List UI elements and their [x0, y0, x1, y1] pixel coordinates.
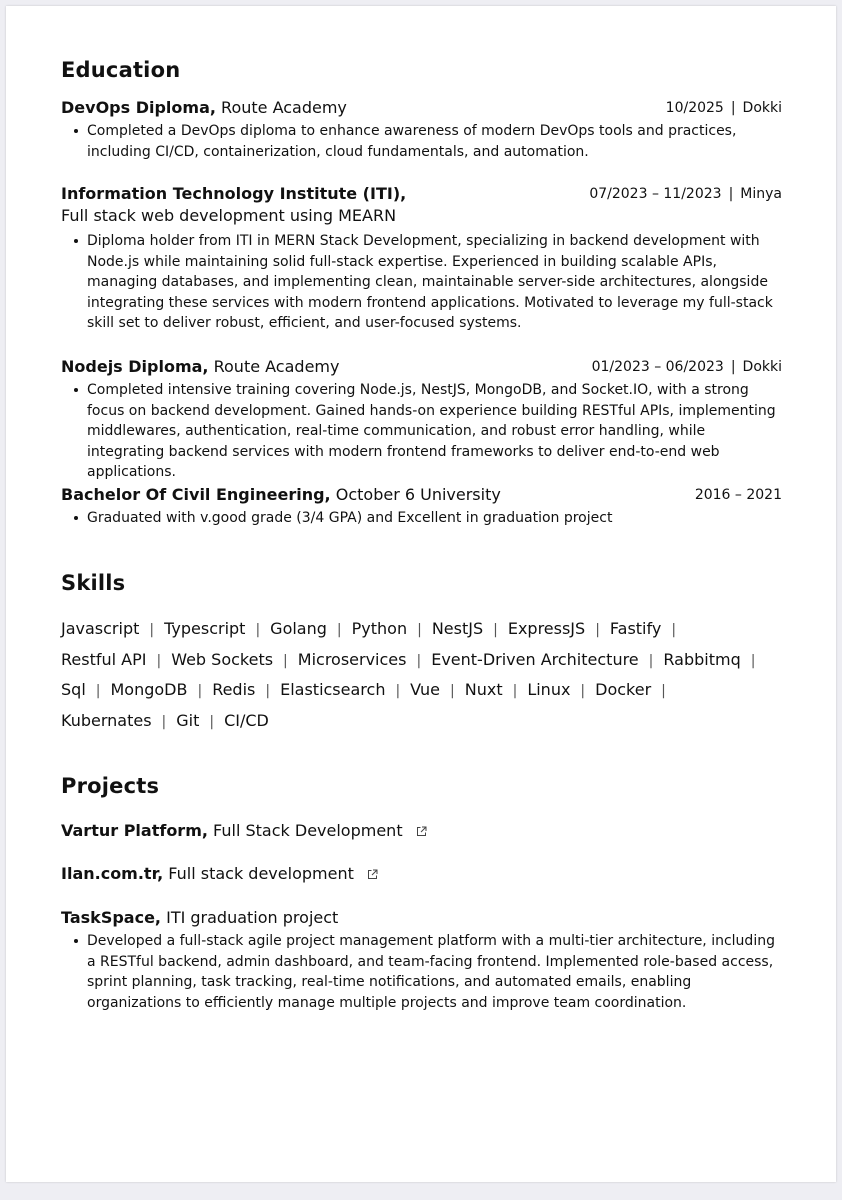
entry-location: Minya	[740, 186, 782, 202]
entry-date: 07/2023 – 11/2023	[589, 186, 722, 202]
project-name: TaskSpace,	[61, 908, 161, 927]
skills-heading: Skills	[61, 571, 126, 595]
entry-location: Dokki	[742, 359, 782, 375]
skill-separator: |	[417, 622, 422, 638]
skill-item: Microservices	[297, 649, 407, 669]
skill-separator: |	[450, 683, 455, 699]
entry-meta	[695, 484, 782, 506]
skill-separator: |	[255, 622, 261, 638]
skill-item: Typescript	[164, 619, 246, 638]
entry-date: 2016 – 2021	[694, 487, 782, 503]
skill-row	[61, 679, 782, 710]
project-bullets	[61, 931, 782, 1013]
bullet-item: Completed intensive training covering Node.js, NestJS, MongoDB, and Socket.IO, with a strong focus on backend development. Gained hands-on experience building RESTful APIs, implementing middlewares, authentication, real-time communication, and robust error handling, while integrating backend services with modern frontend frameworks to deliver end-to-end web applications.	[87, 380, 782, 483]
skill-separator: |	[336, 622, 342, 638]
entry-header	[61, 97, 782, 119]
entry-org: Route Academy	[221, 98, 347, 117]
skill-item: Restful API	[61, 649, 147, 669]
skill-row	[61, 618, 782, 649]
external-link-icon[interactable]	[416, 821, 427, 843]
external-link-icon[interactable]	[367, 864, 378, 886]
skill-item: Sql	[61, 680, 86, 699]
project-header[interactable]	[61, 820, 782, 842]
skill-item: Kubernates	[61, 710, 152, 730]
project-entry-taskspace	[61, 907, 782, 1013]
resume-page	[6, 6, 836, 1182]
skill-separator: |	[161, 713, 167, 730]
skill-item: MongoDB	[110, 680, 188, 699]
skill-separator: |	[156, 652, 162, 669]
skill-row	[61, 710, 782, 741]
bullet-item: Graduated with v.good grade (3/4 GPA) and Excellent in graduation project	[87, 508, 782, 529]
meta-separator: |	[730, 100, 736, 116]
entry-bullets	[61, 508, 782, 529]
skill-separator: |	[750, 652, 756, 669]
project-name: Vartur Platform,	[61, 821, 208, 840]
skill-separator: |	[648, 652, 654, 669]
skill-separator: |	[512, 683, 518, 699]
skills-list	[61, 618, 782, 740]
bullet-item: Completed a DevOps diploma to enhance awareness of modern DevOps tools and practices, including CI/CD, containerization, cloud fundamentals, and automation.	[87, 121, 782, 162]
project-desc: Full Stack Development	[213, 821, 403, 840]
skill-item: Vue	[410, 680, 441, 699]
skill-separator: |	[493, 622, 498, 638]
entry-name: DevOps Diploma,	[61, 98, 216, 117]
education-entry-nodejs	[61, 356, 782, 483]
project-name: Ilan.com.tr,	[61, 864, 164, 883]
skill-separator: |	[95, 683, 101, 699]
project-desc: Full stack development	[168, 864, 354, 883]
skill-separator: |	[209, 713, 215, 730]
entry-subtitle: Full stack web development using MEARN	[61, 206, 397, 225]
skill-item: Docker	[595, 680, 652, 699]
skill-item: Fastify	[609, 619, 662, 638]
entry-header	[61, 356, 782, 378]
entry-date: 01/2023 – 06/2023	[591, 359, 724, 375]
skill-item: Nuxt	[464, 680, 503, 699]
skill-item: Event-Driven Architecture	[431, 649, 639, 669]
skill-item: Javascript	[61, 619, 140, 638]
project-entry-vartur[interactable]	[61, 820, 782, 842]
skill-item: Rabbitmq	[663, 649, 741, 669]
project-header	[61, 907, 782, 929]
skill-item: Linux	[527, 680, 571, 699]
entry-header	[61, 183, 782, 205]
entry-name: Information Technology Institute (ITI),	[61, 184, 407, 203]
entry-date: 10/2025	[665, 100, 724, 116]
skill-item: Python	[351, 619, 408, 638]
skill-separator: |	[283, 652, 288, 669]
education-entry-devops	[61, 97, 782, 162]
skill-separator: |	[149, 622, 155, 638]
entry-org: Route Academy	[213, 357, 340, 376]
meta-separator: |	[730, 359, 736, 375]
skill-separator: |	[416, 652, 422, 669]
skill-item: NestJS	[431, 619, 484, 638]
project-header[interactable]	[61, 863, 782, 885]
skill-separator: |	[661, 683, 666, 699]
bullet-item: Developed a full-stack agile project management platform with a multi-tier architecture, including a RESTful backend, admin dashboard, and team-facing frontend. Implemented role-based access, sprint planning, task tracking, real-time notifications, and automated emails, enabling organizations to efficiently manage multiple projects and improve team coordination.	[87, 931, 782, 1013]
skill-separator: |	[595, 622, 600, 638]
entry-org: October 6 University	[335, 485, 501, 504]
entry-location: Dokki	[742, 100, 782, 116]
skill-item: CI/CD	[224, 710, 269, 730]
project-entry-ilan[interactable]	[61, 863, 782, 885]
meta-separator: |	[728, 186, 734, 202]
entry-header	[61, 484, 782, 506]
entry-bullets	[61, 231, 782, 334]
skill-item: Golang	[270, 619, 327, 638]
entry-bullets	[61, 121, 782, 162]
skill-separator: |	[395, 683, 401, 699]
bullet-item: Diploma holder from ITI in MERN Stack Development, specializing in backend development with Node.js while maintaining solid full-stack expertise. Experienced in building scalable APIs, managing databases, and implementing clean, maintainable server-side architectures, alongside integrating these services with modern frontend applications. Motivated to leverage my full-stack skill set to deliver robust, efficient, and user-focused systems.	[87, 231, 782, 334]
education-entry-iti	[61, 183, 782, 334]
project-desc: ITI graduation project	[166, 908, 339, 927]
skill-row	[61, 649, 782, 680]
projects-heading: Projects	[61, 774, 160, 798]
entry-meta	[589, 183, 782, 205]
skill-separator: |	[580, 683, 586, 699]
skill-item: Redis	[212, 680, 256, 699]
skill-item: Web Sockets	[171, 649, 274, 669]
skill-item: ExpressJS	[507, 619, 586, 638]
entry-name: Bachelor Of Civil Engineering,	[61, 485, 331, 504]
skill-separator: |	[671, 622, 677, 638]
education-entry-civil	[61, 484, 782, 529]
skill-separator: |	[197, 683, 203, 699]
entry-meta	[666, 97, 782, 119]
education-heading: Education	[61, 58, 181, 82]
skill-item: Elasticsearch	[280, 680, 386, 699]
skill-separator: |	[265, 683, 271, 699]
skill-item: Git	[176, 710, 200, 730]
entry-bullets	[61, 380, 782, 483]
entry-meta	[592, 356, 782, 378]
entry-name: Nodejs Diploma,	[61, 357, 209, 376]
